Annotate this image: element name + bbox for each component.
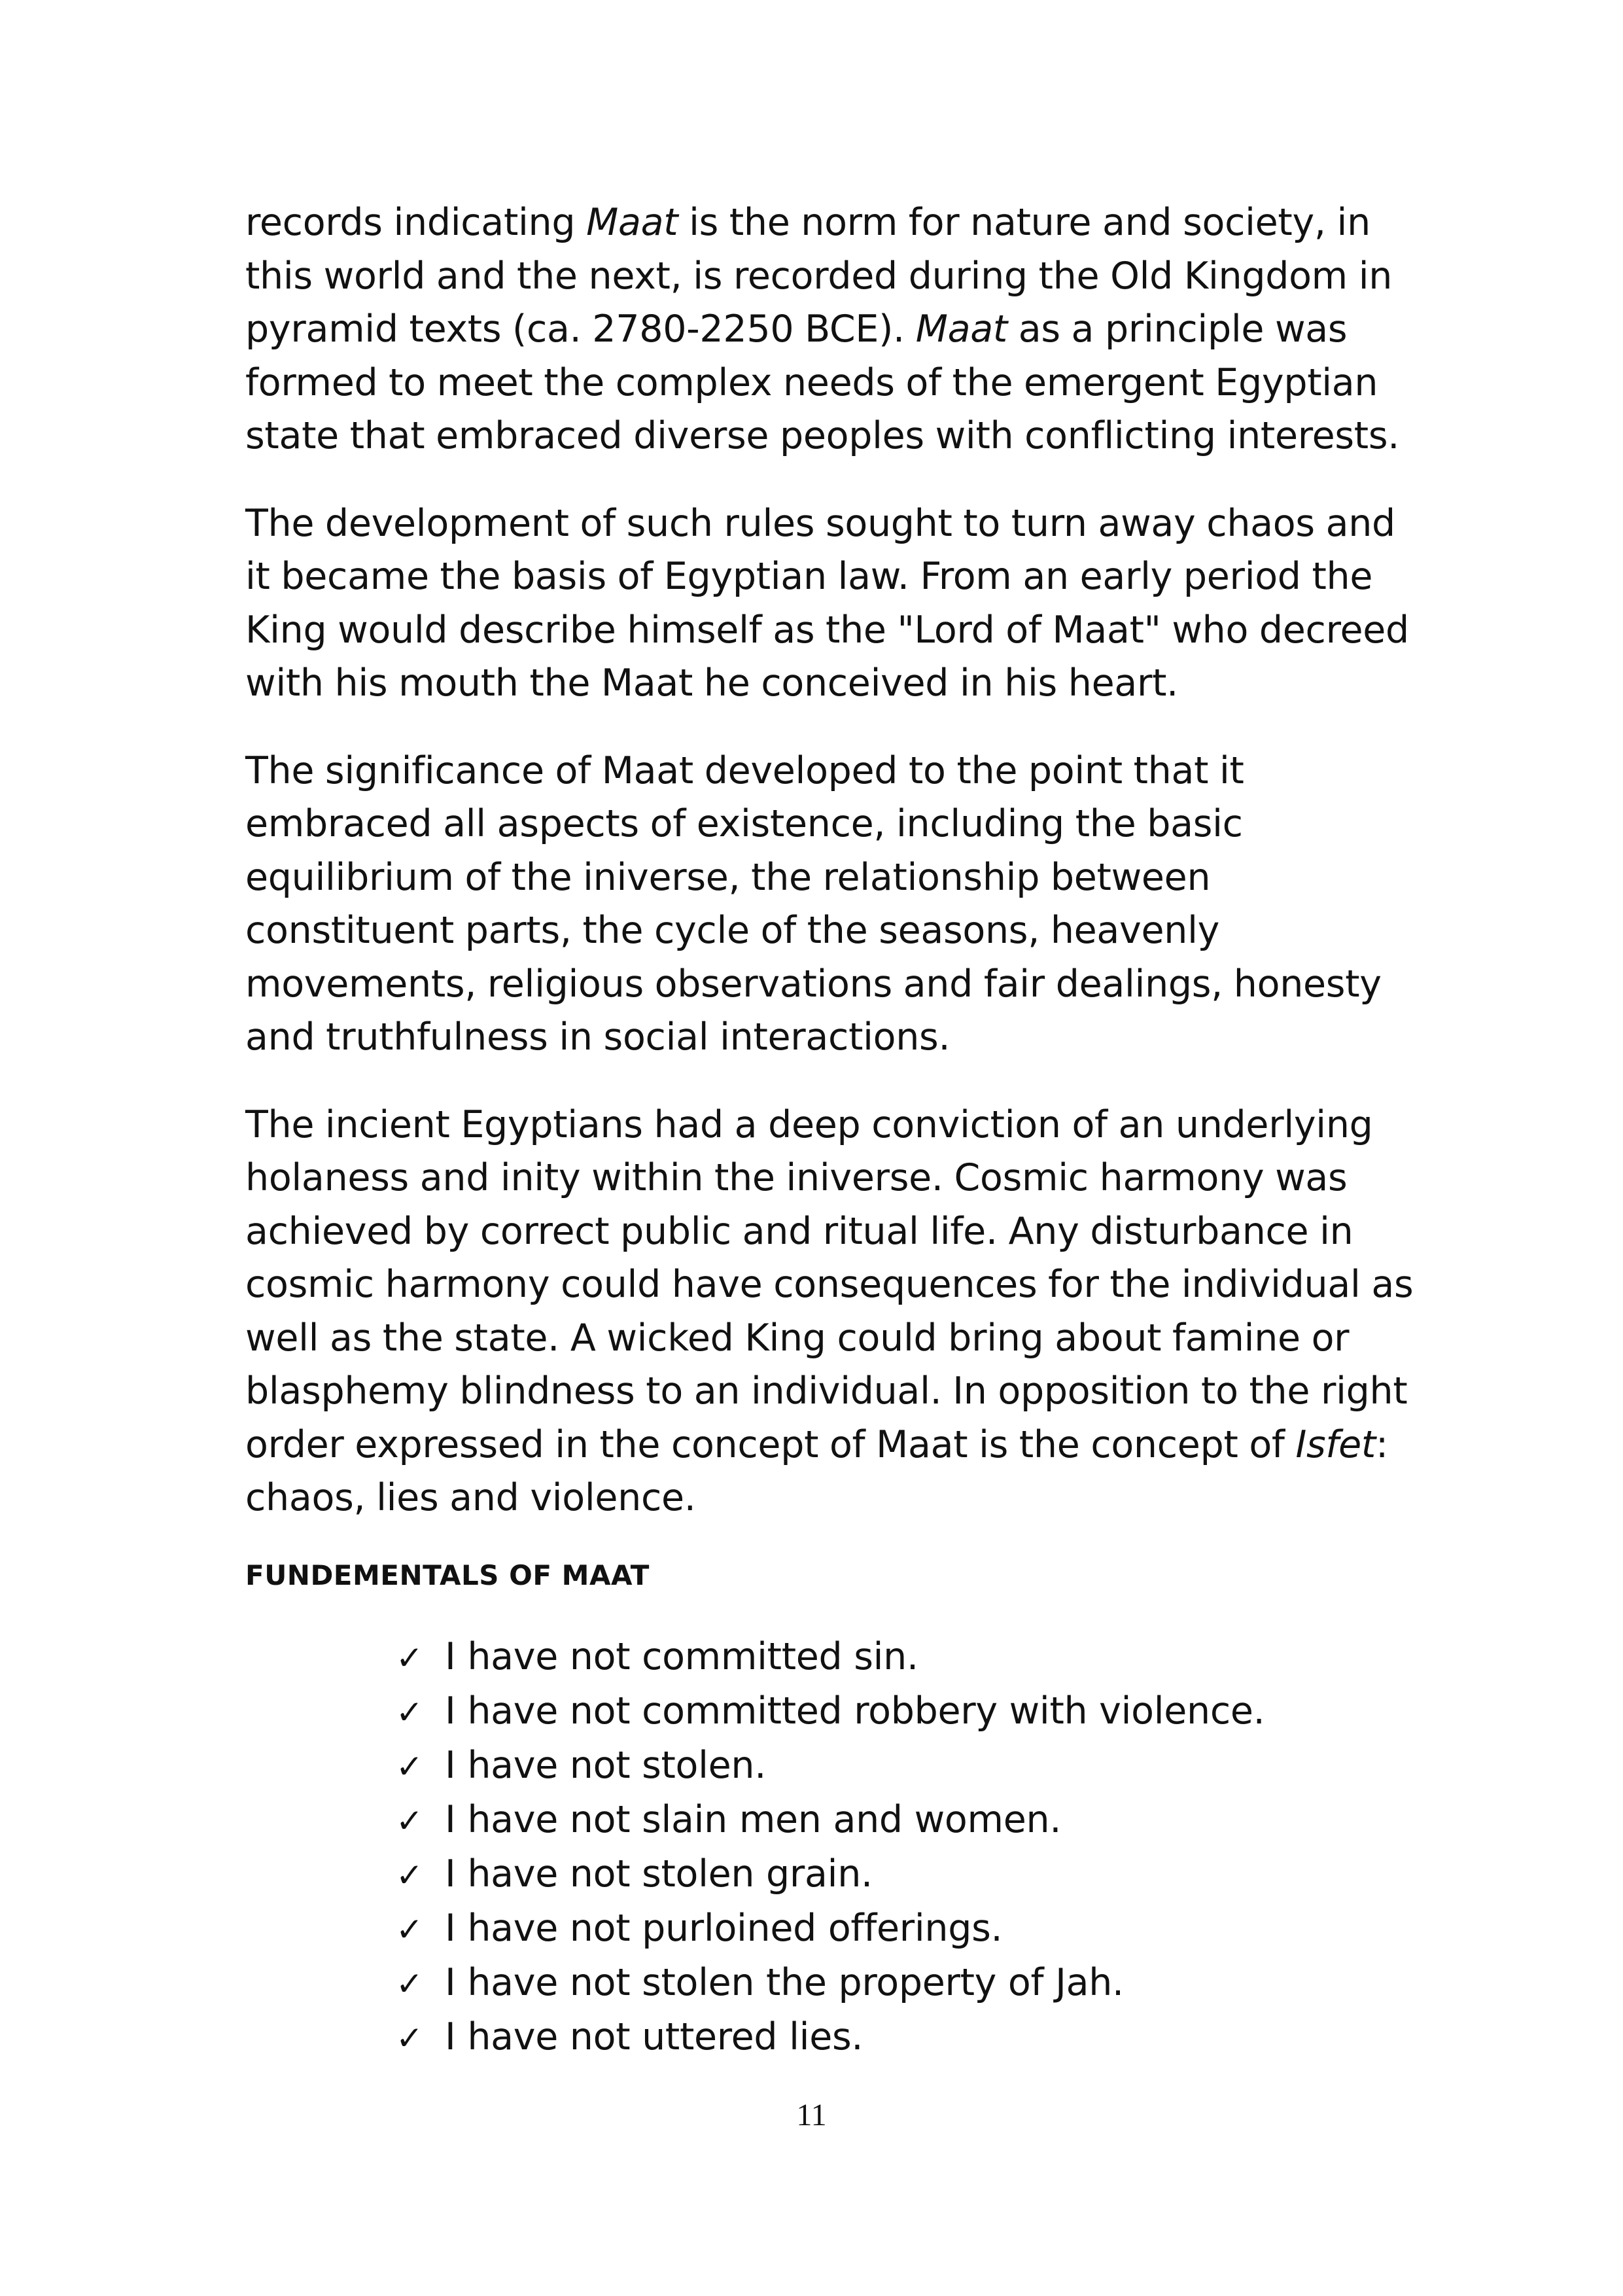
paragraph xyxy=(245,1099,1423,1525)
document-body xyxy=(245,196,1423,2065)
checklist-item-text: I have not committed sin. xyxy=(445,1634,918,1678)
checkmark-icon: ✓ xyxy=(396,1801,423,1840)
checkmark-icon: ✓ xyxy=(396,1964,423,2003)
checkmark-icon: ✓ xyxy=(396,2019,423,2057)
page-number: 11 xyxy=(796,2098,827,2132)
checklist-item-text: I have not stolen. xyxy=(445,1743,767,1787)
checkmark-icon: ✓ xyxy=(396,1856,423,1894)
checklist-item xyxy=(396,1631,1423,1685)
checkmark-icon: ✓ xyxy=(396,1747,423,1786)
checklist-item-text: I have not committed robbery with violence. xyxy=(445,1689,1265,1733)
checklist-item xyxy=(396,1902,1423,1956)
checklist-item xyxy=(396,1848,1423,1902)
checkmark-icon: ✓ xyxy=(396,1910,423,1949)
checkmark-icon: ✓ xyxy=(396,1693,423,1731)
checklist-item xyxy=(396,1685,1423,1739)
checklist-item-text: I have not stolen grain. xyxy=(445,1852,873,1896)
checklist-item xyxy=(396,2011,1423,2065)
checklist-item-text: I have not purloined offerings. xyxy=(445,1906,1003,1950)
paragraph-text: The development of such rules sought to turn away chaos and it became the basis of Egyptian law. From an early period the King would describe himself as the "Lord of Maat" who decreed with his mouth the Maat he conceived in his heart. xyxy=(245,501,1409,705)
italic-term: Maat xyxy=(915,308,1007,351)
checklist-item-text: I have not stolen the property of Jah. xyxy=(445,1960,1124,2004)
italic-term: Maat xyxy=(586,201,678,244)
paragraph-text: The incient Egyptians had a deep conviction of an underlying holaness and inity within the iniverse. Cosmic harmony was achieved by correct public and ritual life. Any disturbance in cosmic harmony could have consequences for the individual as well as the state. A wicked King could bring about famine or blasphemy blindness to an individual. In opposition to the right order expressed in the concept of Maat is the concept of xyxy=(245,1103,1414,1466)
checklist-item xyxy=(396,1793,1423,1848)
italic-term: Isfet xyxy=(1295,1422,1376,1466)
checkmark-icon: ✓ xyxy=(396,1638,423,1677)
section-heading: FUNDEMENTALS OF MAAT xyxy=(245,1559,650,1591)
paragraph-text: : chaos, lies and violence. xyxy=(245,1422,1388,1519)
paragraph-text: is the norm for nature and society, in this world and the next, is recorded during the Old Kingdom in pyramid texts (ca. 2780-2250 BCE). xyxy=(245,201,1393,351)
checklist-item xyxy=(396,1956,1423,2011)
checklist-item-text: I have not slain men and women. xyxy=(445,1797,1062,1841)
paragraph-text: as a principle was formed to meet the complex needs of the emergent Egyptian state that embraced diverse peoples with conflicting interests. xyxy=(245,308,1400,457)
paragraph-text: records indicating xyxy=(245,201,587,244)
paragraph-text: The significance of Maat developed to the point that it embraced all aspects of existence, including the basic equilibrium of the iniverse, the relationship between constituent parts, the cycle of the seasons, heavenly movements, religious observations and fair dealings, honesty and truthfulness in social interactions. xyxy=(245,749,1382,1059)
paragraph xyxy=(245,745,1423,1065)
checklist-item-text: I have not uttered lies. xyxy=(445,2015,864,2058)
paragraph xyxy=(245,497,1423,711)
paragraph xyxy=(245,196,1423,463)
fundamentals-checklist xyxy=(245,1631,1423,2065)
checklist-item xyxy=(396,1739,1423,1793)
paragraph-container xyxy=(245,196,1423,1525)
